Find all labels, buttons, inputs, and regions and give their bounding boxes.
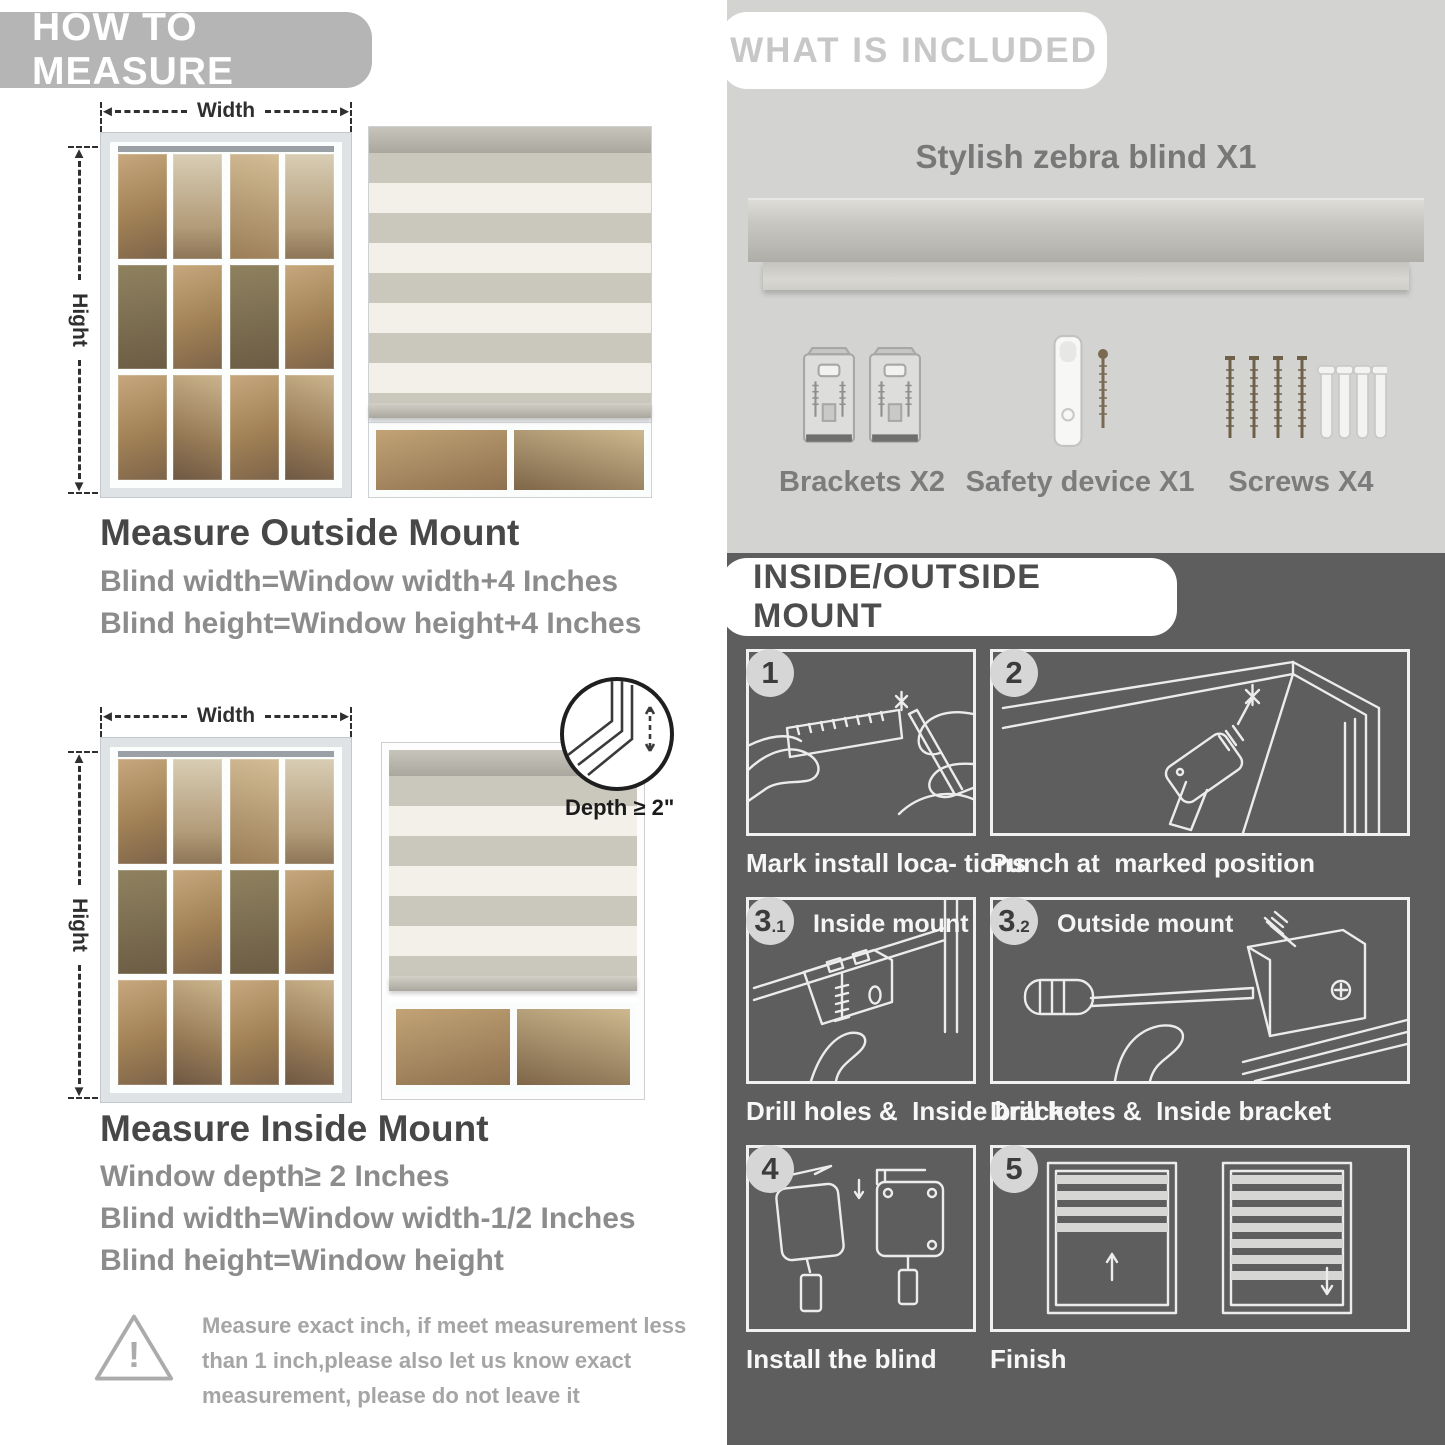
inside-mount-depth-rule: Window depth≥ 2 Inches	[100, 1160, 450, 1193]
height-label: Hight	[68, 898, 91, 952]
arrow-right-icon: ►	[337, 707, 352, 725]
how-to-measure-header	[0, 6, 372, 93]
included-parts-row	[727, 334, 1445, 499]
safety-device-icon	[1050, 334, 1110, 450]
arrow-up-icon: ▲	[71, 750, 87, 767]
outside-mount-title: Measure Outside Mount	[100, 512, 520, 553]
inside-outside-mount-section	[727, 553, 1445, 1445]
height-label: Hight	[68, 293, 91, 347]
arrow-right-icon: ►	[337, 102, 352, 120]
step-number-badge: 3 .1	[746, 897, 794, 945]
window-casement	[118, 759, 222, 1085]
mounting-bracket-icon	[801, 334, 923, 450]
what-is-included-header	[721, 12, 1107, 89]
blind-stripes	[369, 153, 651, 403]
screws-anchors-icon	[1215, 334, 1387, 450]
part-label: Screws X4	[1228, 466, 1374, 498]
step-number-badge: 3 .2	[990, 897, 1038, 945]
blind-bottom-rail	[369, 403, 651, 418]
blind-item-label: Stylish zebra blind X1	[915, 138, 1257, 175]
arrow-left-icon: ◄	[100, 102, 115, 120]
window-casement	[118, 154, 222, 480]
svg-text:!: !	[127, 1334, 141, 1376]
blind-headrail-image	[748, 198, 1424, 290]
blind-bottom-rail	[389, 976, 637, 991]
mount-section-header	[721, 558, 1177, 636]
window-casement	[230, 759, 334, 1085]
step-2-illustration	[993, 652, 1407, 833]
step-caption: Finish	[990, 1344, 1067, 1374]
inside-mount-formula-width: Blind width=Window width-1/2 Inches	[100, 1202, 636, 1235]
step-caption: Drill holes & Inside bracket	[746, 1096, 1087, 1126]
outside-mount-formula-height: Blind height=Window height+4 Inches	[100, 607, 642, 640]
step-number-badge: 4	[746, 1145, 794, 1193]
inside-mount-label: Inside mount	[813, 910, 969, 938]
exclamation-triangle-icon	[92, 1308, 176, 1388]
step-3-2	[990, 897, 1410, 1145]
part-safety-device	[966, 334, 1195, 499]
what-is-included-section	[727, 0, 1445, 553]
arrow-up-icon: ▲	[71, 145, 87, 162]
mount-section-title: INSIDE/OUTSIDE MOUNT	[753, 558, 1041, 635]
step-number-badge: 2	[990, 649, 1038, 697]
part-screws	[1215, 334, 1387, 499]
arrow-down-icon: ▼	[71, 1083, 87, 1100]
arrow-down-icon: ▼	[71, 478, 87, 495]
step-caption: Punch at marked position	[990, 848, 1316, 878]
inside-mount-figure	[60, 695, 680, 1110]
part-brackets	[779, 334, 945, 499]
width-label: Width	[196, 99, 256, 122]
step-number-badge: 1	[746, 649, 794, 697]
width-label: Width	[196, 704, 256, 727]
window-casement	[230, 154, 334, 480]
measurement-warning	[92, 1308, 702, 1414]
step-caption: Drill holes & Inside bracket	[990, 1096, 1331, 1126]
height-arrow	[66, 751, 92, 1099]
step-3-1-panel	[746, 897, 976, 1084]
outside-mount-formula-width: Blind width=Window width+4 Inches	[100, 565, 619, 598]
inside-mount-title: Measure Inside Mount	[100, 1108, 489, 1149]
inside-mount-formula-height: Blind height=Window height	[100, 1244, 504, 1277]
outside-mount-label: Outside mount	[1057, 910, 1234, 938]
step-number-badge: 5	[990, 1145, 1038, 1193]
step-5-panel	[990, 1145, 1410, 1332]
step-4-panel	[746, 1145, 976, 1332]
depth-label: Depth ≥ 2"	[565, 795, 675, 820]
how-to-measure-title: HOW TO MEASURE	[32, 6, 235, 93]
what-is-included-title: WHAT IS INCLUDED	[730, 30, 1098, 70]
step-2	[990, 649, 1410, 897]
arrow-left-icon: ◄	[100, 707, 115, 725]
step-caption: Mark install loca- tions	[746, 848, 1027, 878]
step-3-2-panel	[990, 897, 1410, 1084]
window-illustration	[100, 737, 352, 1103]
warning-text: Measure exact inch, if meet measurement less than 1 inch,please also let us know exact measurement, please do not leave it	[202, 1313, 687, 1409]
step-1	[746, 649, 1027, 897]
part-label: Brackets X2	[779, 466, 946, 498]
installation-steps-grid	[746, 649, 1410, 1393]
step-5	[990, 1145, 1410, 1393]
width-arrow	[100, 100, 352, 122]
window-illustration	[100, 132, 352, 498]
step-5-illustration	[993, 1148, 1407, 1329]
part-label: Safety device X1	[965, 466, 1195, 498]
outside-mount-figure	[60, 100, 660, 500]
step-1-panel	[746, 649, 976, 836]
height-arrow	[66, 146, 92, 494]
width-arrow	[100, 705, 352, 727]
step-caption: Install the blind	[746, 1344, 937, 1374]
zebra-blind-illustration	[368, 126, 652, 498]
step-2-panel	[990, 649, 1410, 836]
step-4	[746, 1145, 976, 1393]
blind-headrail	[369, 127, 651, 153]
window-depth-inset	[560, 677, 674, 791]
